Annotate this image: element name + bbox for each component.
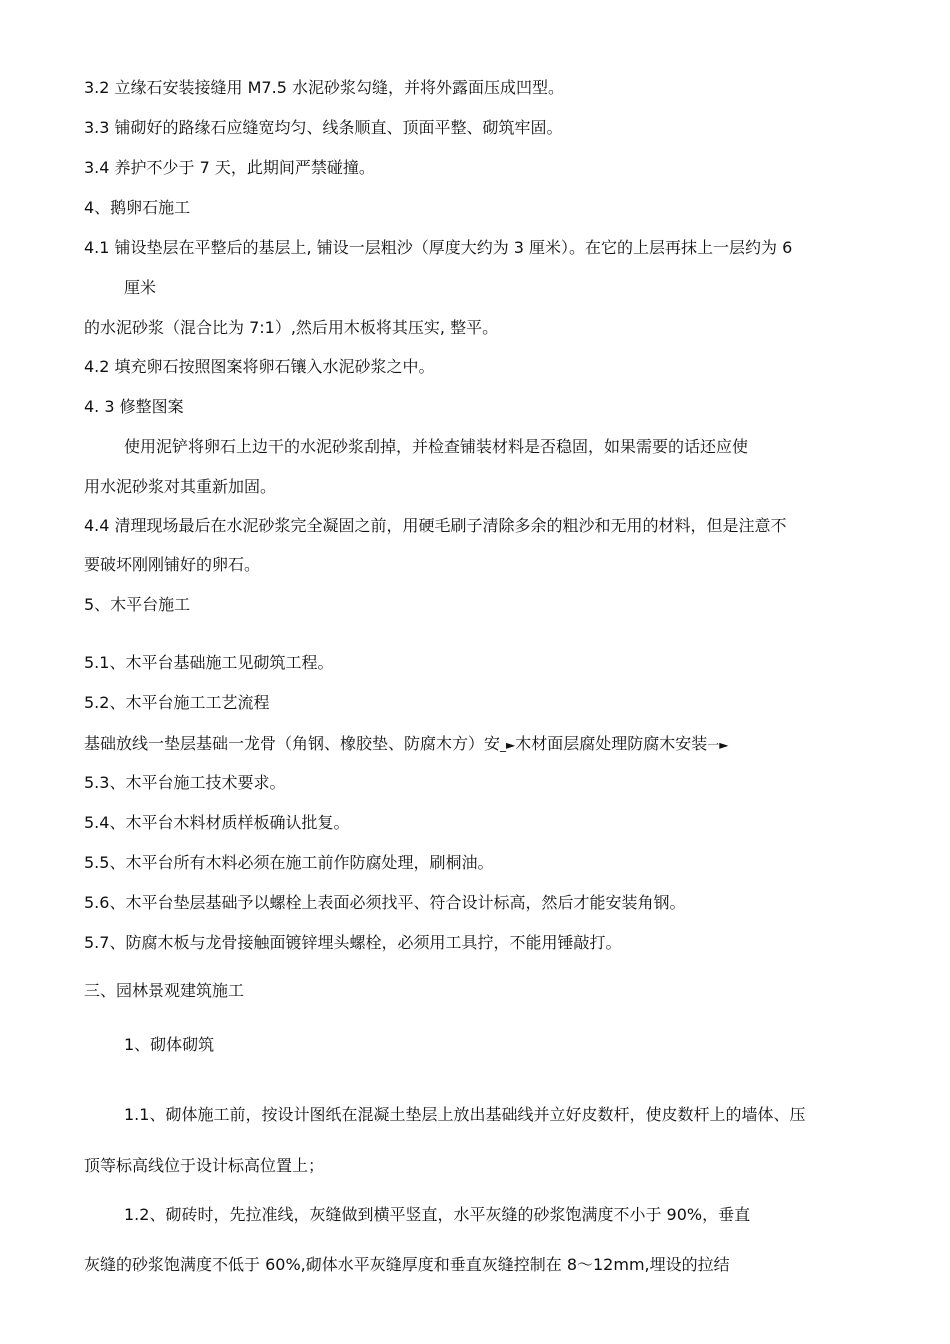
para-4-2: 4.2 填充卵石按照图案将卵石镶入水泥砂浆之中。	[84, 357, 435, 376]
para-1-1-line1: 1.1、砌体施工前，按设计图纸在混凝土垫层上放出基础线并立好皮数杆，使皮数杆上的墙体、压	[124, 1105, 806, 1124]
para-5-4: 5.4、木平台木料材质样板确认批复。	[84, 813, 350, 832]
para-4-4-line1: 4.4 清理现场最后在水泥砂浆完全凝固之前，用硬毛刷子清除多余的粗沙和无用的材料，但是注意不	[84, 516, 787, 535]
flow-part-2: 木材面层腐处理防腐木安装	[515, 734, 708, 753]
heading-5: 5、木平台施工	[84, 595, 191, 614]
para-4-3-line2: 用水泥砂浆对其重新加固。	[84, 477, 277, 496]
para-4-4-line2: 要破坏刚刚铺好的卵石。	[84, 555, 261, 574]
para-5-6: 5.6、木平台垫层基础予以螺栓上表面必须找平、符合设计标高，然后才能安装角钢。	[84, 893, 686, 912]
para-4-1-line2: 厘米	[124, 278, 157, 297]
heading-4: 4、鹅卵石施工	[84, 198, 191, 217]
para-3-3: 3.3 铺砌好的路缘石应缝宽均匀、线条顺直、顶面平整、砌筑牢固。	[84, 118, 563, 137]
para-4-1-line3: 的水泥砂浆（混合比为 7:1）,然后用木板将其压实, 整平。	[84, 318, 499, 337]
para-4-1-line1: 4.1 铺设垫层在平整后的基层上, 铺设一层粗沙（厚度大约为 3 厘米）。在它的上层再抹上一层约为 6	[84, 238, 793, 257]
para-5-3: 5.3、木平台施工技术要求。	[84, 773, 286, 792]
process-flow-line	[84, 734, 729, 755]
para-4-3-line1: 使用泥铲将卵石上边干的水泥砂浆刮掉，并检查铺装材料是否稳固，如果需要的话还应使	[124, 437, 749, 456]
para-5-7: 5.7、防腐木板与龙骨接触面镀锌埋头螺栓，必须用工具拧，不能用锤敲打。	[84, 933, 622, 952]
heading-4-3: 4. 3 修整图案	[84, 397, 184, 416]
para-3-2: 3.2 立缘石安装接缝用 M7.5 水泥砂浆勾缝，并将外露面压成凹型。	[84, 78, 564, 97]
flow-part-1: 基础放线一垫层基础一龙骨（角钢、橡胶垫、防腐木方）安	[84, 734, 501, 753]
para-1-1-line2: 顶等标高线位于设计标高位置上；	[84, 1156, 325, 1175]
para-5-1: 5.1、木平台基础施工见砌筑工程。	[84, 653, 334, 672]
flow-arrow-2: 一►	[707, 738, 729, 752]
para-1-2-line2: 灰缝的砂浆饱满度不低于 60%,砌体水平灰缝厚度和垂直灰缝控制在 8～12mm,埋设的拉结	[84, 1255, 730, 1274]
para-5-5: 5.5、木平台所有木料必须在施工前作防腐处理，刷桐油。	[84, 853, 494, 872]
flow-arrow-1: _►	[500, 738, 516, 752]
para-1-2-line1: 1.2、砌砖时，先拉准线，灰缝做到横平竖直，水平灰缝的砂浆饱满度不小于 90%，垂直	[124, 1205, 751, 1224]
para-5-2: 5.2、木平台施工工艺流程	[84, 693, 270, 712]
heading-1-masonry: 1、砌体砌筑	[124, 1035, 215, 1054]
section-heading-3: 三、园林景观建筑施工	[84, 981, 245, 1000]
para-3-4: 3.4 养护不少于 7 天，此期间严禁碰撞。	[84, 158, 375, 177]
